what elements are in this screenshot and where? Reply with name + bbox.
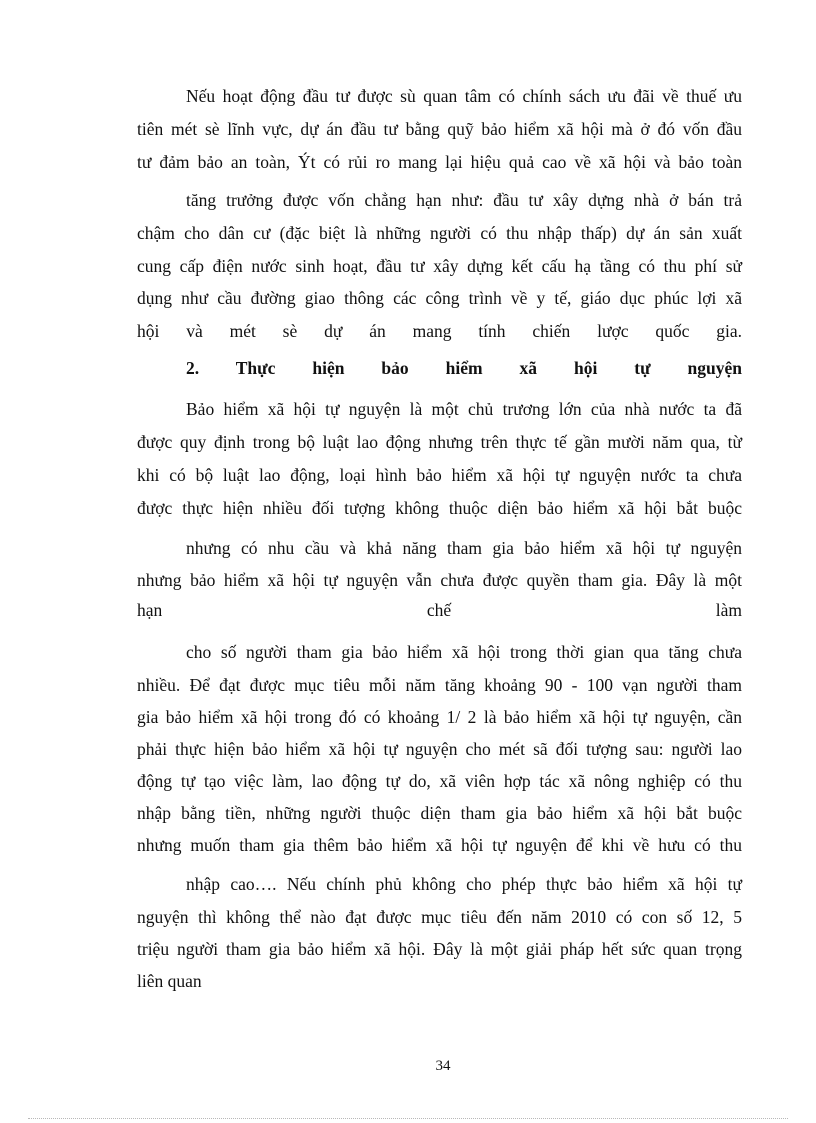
footer-divider [28, 1118, 788, 1119]
text-line: nhập cao…. Nếu chính phủ không cho phép thực bảo hiểm xã hội tự [186, 874, 742, 894]
text-line: cho số người tham gia bảo hiểm xã hội trong thời gian qua tăng chưa [186, 642, 742, 662]
text-line: động tự tạo việc làm, lao động tự do, xã viên hợp tác xã nông nghiệp có thu [137, 771, 742, 791]
page-number: 34 [435, 1058, 451, 1074]
text-line: cung cấp điện nước sinh hoạt, đầu tư xây dựng kết cấu hạ tầng có thu phí sử [137, 256, 742, 276]
text-line: khi có bộ luật lao động, loại hình bảo hiểm xã hội tự nguyện nước ta chưa [137, 465, 742, 485]
text-line: được quy định trong bộ luật lao động nhưng trên thực tế gần mười năm qua, từ [137, 432, 742, 452]
text-line: nhập bằng tiền, những người thuộc diện tham gia bảo hiểm xã hội bắt buộc [137, 803, 742, 823]
text-line: Bảo hiểm xã hội tự nguyện là một chủ trương lớn của nhà nước ta đã [186, 399, 742, 419]
text-line: nhưng có nhu cầu và khả năng tham gia bảo hiểm xã hội tự nguyện [186, 538, 742, 558]
text-line: phải thực hiện bảo hiểm xã hội tự nguyện cho mét sã đối tượng sau: người lao [137, 739, 742, 759]
text-line: triệu người tham gia bảo hiểm xã hội. Đây là một giải pháp hết sức quan trọng [137, 939, 742, 959]
text-line: được thực hiện nhiều đối tượng không thuộc diện bảo hiểm xã hội bắt buộc [137, 498, 742, 518]
text-line: tiên mét sè lĩnh vực, dự án đầu tư bằng quỹ bảo hiểm xã hội mà ở đó vốn đầu [137, 119, 742, 139]
text-line: nhiều. Để đạt được mục tiêu mỗi năm tăng khoảng 90 - 100 vạn người tham [137, 675, 742, 695]
section-heading: 2. Thực hiện bảo hiểm xã hội tự nguyện [186, 358, 742, 378]
text-line: hạn chế làm [137, 600, 742, 620]
text-line: nhưng bảo hiểm xã hội tự nguyện vẫn chưa được quyền tham gia. Đây là một [137, 570, 742, 590]
text-line: dụng như cầu đường giao thông các công trình về y tế, giáo dục phúc lợi xã [137, 288, 742, 308]
text-line: hội và mét sè dự án mang tính chiến lược quốc gia. [137, 321, 742, 341]
text-line: Nếu hoạt động đầu tư được sù quan tâm có chính sách ưu đãi về thuế ưu [186, 86, 742, 106]
text-line: tư đảm bảo an toàn, Ýt có rủi ro mang lại hiệu quả cao về xã hội và bảo toàn [137, 152, 742, 172]
text-line: nhưng muốn tham gia thêm bảo hiểm xã hội tự nguyện để khi về hưu có thu [137, 835, 742, 855]
text-line: gia bảo hiểm xã hội trong đó có khoảng 1/ 2 là bảo hiểm xã hội tự nguyện, cần [137, 707, 742, 727]
text-line: chậm cho dân cư (đặc biệt là những người có thu nhập thấp) dự án sản xuất [137, 223, 742, 243]
text-line: nguyện thì không thể nào đạt được mục tiêu đến năm 2010 có con số 12, 5 [137, 907, 742, 927]
text-line: tăng trưởng được vốn chẳng hạn như: đầu tư xây dựng nhà ở bán trả [186, 190, 742, 210]
text-line: liên quan [137, 971, 202, 991]
